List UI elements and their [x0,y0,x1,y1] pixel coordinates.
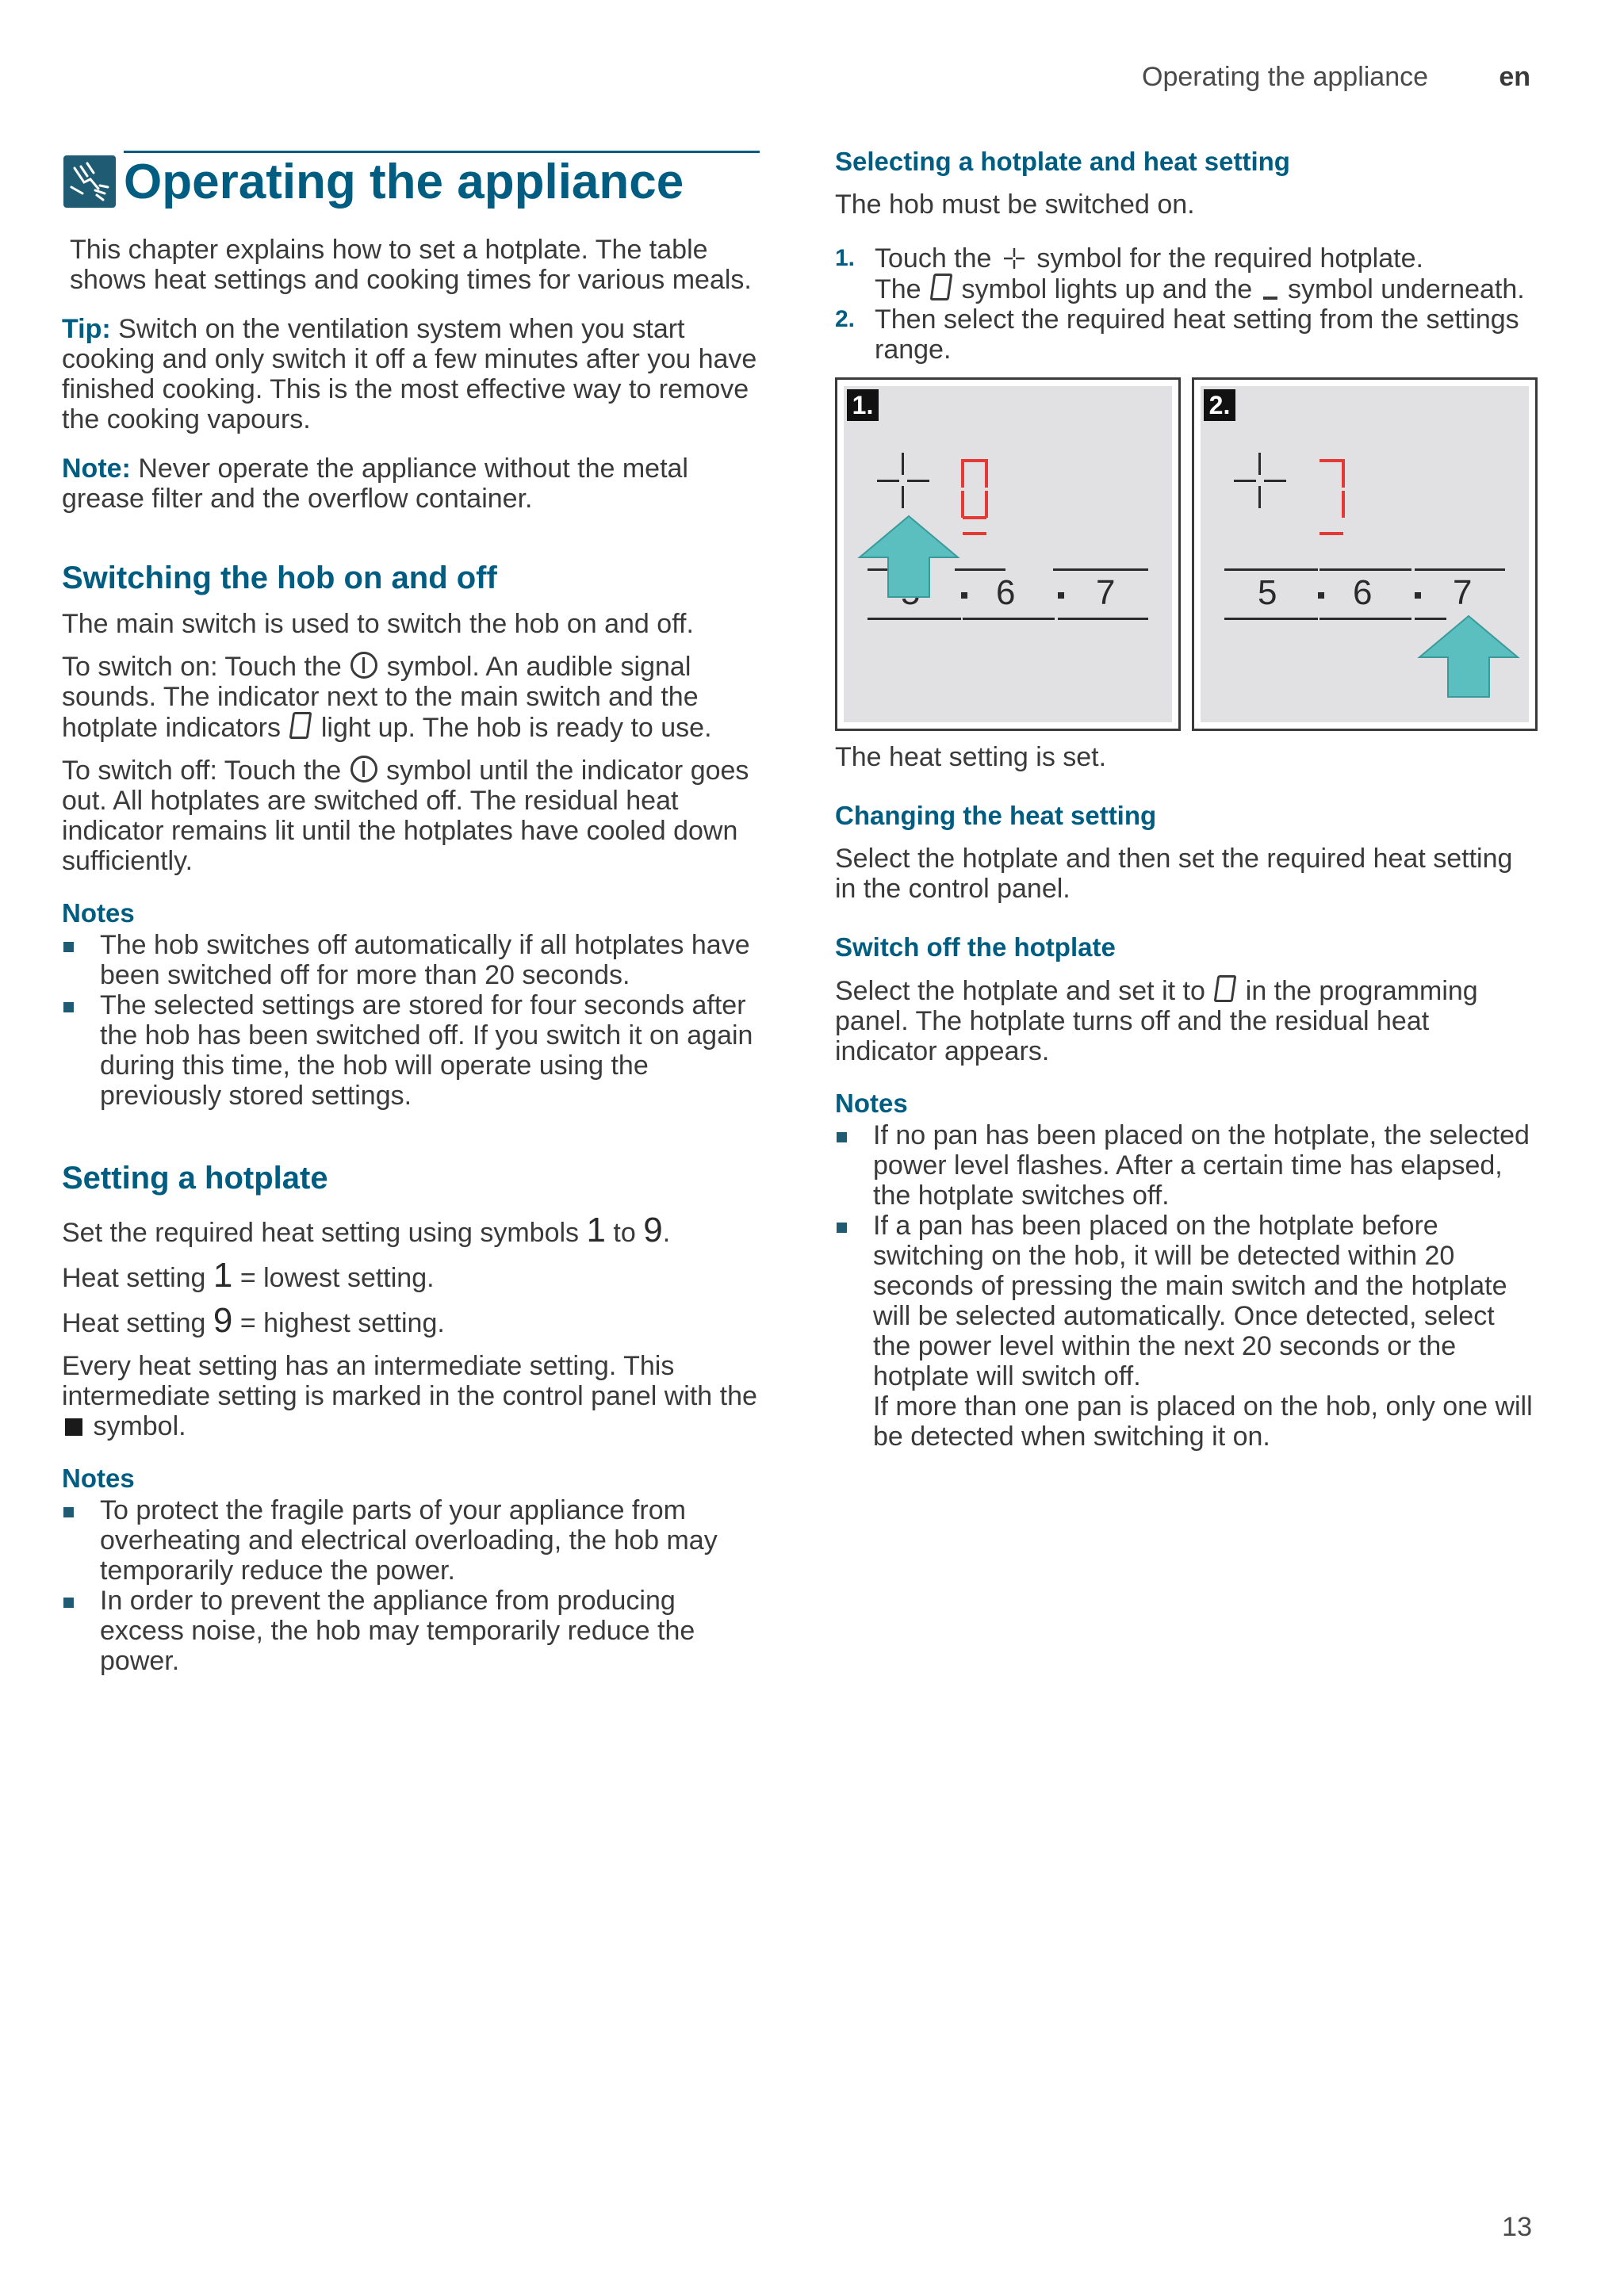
scale-line [868,618,961,620]
list-item [835,1211,1533,1452]
chapter-title-block [62,151,760,214]
underline-bar-icon [1263,297,1277,300]
tip-paragraph [62,314,760,434]
red-digit-segment [961,459,964,488]
hotplate-indicator-icon [289,712,312,739]
red-digit-segment [985,491,988,518]
cross-icon-bottom-arm [902,486,904,508]
lowest-text-a: Heat setting [62,1263,213,1293]
scale-number: 6 [1353,573,1373,612]
running-header [1142,62,1530,93]
scale-line [1320,618,1411,620]
switching-off-text [62,756,760,876]
control-panel-figure-2 [1192,377,1538,731]
step1-text-c: The [875,274,929,304]
scale-line [1224,618,1318,620]
intermediate-square-icon [65,1418,82,1436]
note-label: Note: [62,453,131,484]
digit-nine: 9 [213,1301,233,1340]
figure-step-badge: 1. [847,389,879,421]
highest-text-a: Heat setting [62,1308,213,1338]
list-item: The selected settings are stored for four seconds after the hob has been switched off. If you switch it on again during this time, the hob will operate using the previously stored settings. [62,990,760,1111]
cross-icon-left-arm [1234,480,1256,482]
changing-heading: Changing the heat setting [835,801,1157,830]
digit-nine: 9 [643,1211,663,1249]
cross-icon-top-arm [1258,453,1261,475]
switching-notes-list [62,930,760,1111]
left-column [62,151,760,1676]
switch-off-heading: Switch off the hotplate [835,932,1116,962]
switch-off-notes-heading: Notes [835,1089,908,1118]
switching-notes-heading: Notes [62,898,135,928]
scale-number: 6 [996,573,1016,612]
panel-surface [1201,386,1529,722]
note-text: Never operate the appliance without the metal grease filter and the overflow container. [62,453,688,514]
intermediate-text-a: Every heat setting has an intermediate setting. This intermediate setting is marked in the control panel with the [62,1351,757,1411]
red-digit-segment [1342,491,1345,518]
switching-on-text [62,652,760,743]
header-section-title: Operating the appliance [1142,62,1429,92]
scale-line [1320,568,1411,571]
hotplate-cross-icon [1002,247,1026,270]
scale-number: 7 [1096,573,1116,612]
switch-on-text-a: To switch on: Touch the [62,652,350,682]
step2-text: Then select the required heat setting from the settings range. [875,304,1519,365]
red-digit-segment [1342,459,1345,488]
scale-number: 7 [1453,573,1473,612]
switch-on-text-b: symbol. An audible signal sounds. The indicator next to the main switch and the hotplate indicators [62,652,699,743]
panel-surface [844,386,1172,722]
note2-text-a: If a pan has been placed on the hotplate before switching on the hob, it will be detected within 20 seconds of pressing the main switch and the hotplate will be selected automatically. Once detected, select the power level within the next 20 seconds or the hotplate will switch off. [873,1211,1507,1391]
setting-range-text [62,1211,760,1249]
red-digit-segment [963,459,986,462]
note2-text-b: If more than one pan is placed on the hob, only one will be detected when switching it on. [873,1391,1533,1452]
selecting-precondition: The hob must be switched on. [835,189,1195,220]
hotplate-indicator-icon [1214,975,1237,1002]
chapter-title: Operating the appliance [124,155,684,209]
scale-dot [961,592,967,599]
digit-one: 1 [213,1256,233,1295]
touch-arrow-icon [856,513,961,600]
list-item: To protect the fragile parts of your appliance from overheating and electrical overloading, the hob may temporarily reduce the power. [62,1495,760,1586]
intermediate-text-b: symbol. [86,1411,186,1441]
scale-number: 5 [1258,573,1277,612]
cross-icon-top-arm [902,453,904,475]
scale-line [955,568,1005,571]
hotplate-indicator-icon [930,274,953,300]
list-item: The hob switches off automatically if all hotplates have been switched off for more than 20 seconds. [62,930,760,990]
lowest-text-b: = lowest setting. [232,1263,435,1293]
switch-on-text-c: light up. The hob is ready to use. [313,713,712,743]
scale-line [1415,568,1505,571]
step-item [835,304,1533,365]
list-item: If no pan has been placed on the hotplate, the selected power level flashes. After a certain time has elapsed, the hotplate switches off. [835,1120,1533,1211]
setting-notes-heading: Notes [62,1464,135,1493]
switch-off-text [835,975,1533,1066]
setting-range-text-a: Set the required heat setting using symbols [62,1218,587,1248]
step1-text-b: symbol for the required hotplate. [1028,243,1423,274]
hob-operation-icon [63,155,116,208]
note-paragraph [62,453,760,514]
step1-text-a: Touch the [875,243,999,274]
power-icon [350,756,377,783]
step-number: 2. [835,306,856,332]
power-icon [350,652,377,679]
red-digit-segment [985,459,988,488]
setting-heading: Setting a hotplate [62,1161,328,1196]
page-number: 13 [1502,2212,1532,2242]
touch-arrow-icon [1416,613,1521,700]
switch-off-text-a: Select the hotplate and set it to [835,976,1213,1006]
step-number: 1. [835,245,856,271]
switching-main-switch-text: The main switch is used to switch the hob on and off. [62,609,694,639]
scale-dot [1058,592,1064,599]
switch-off-text-b: in the programming panel. The hotplate turns off and the residual heat indicator appears. [835,976,1478,1066]
switch-off-notes-list [835,1120,1533,1452]
setting-range-text-c: . [662,1218,671,1248]
digit-one: 1 [586,1211,606,1249]
selecting-heading: Selecting a hotplate and heat setting [835,147,1290,176]
red-digit-segment [961,491,964,518]
red-digit-underline [1320,532,1343,535]
step-item [835,243,1533,304]
red-digit-segment [1320,459,1343,462]
highest-setting-text [62,1301,760,1340]
switch-off-text-b: symbol until the indicator goes out. All hotplates are switched off. The residual heat indicator remains lit until the hotplates have cooled down sufficiently. [62,756,749,876]
step1-text-d: symbol lights up and the [954,274,1260,304]
cross-icon-left-arm [877,480,899,482]
highest-text-b: = highest setting. [232,1308,445,1338]
step1-text-e: symbol underneath. [1280,274,1525,304]
setting-notes-list [62,1495,760,1676]
scale-line [1058,618,1148,620]
setting-range-text-b: to [605,1218,644,1248]
right-column [835,147,1533,1452]
control-panel-figure-1 [835,377,1181,731]
scale-dot [1415,592,1421,599]
scale-dot [1318,592,1324,599]
red-digit-underline [963,532,986,535]
tip-text: Switch on the ventilation system when you start cooking and only switch it off a few minutes after you have finished cooking. This is the most effective way to remove the cooking vapours. [62,314,757,434]
cross-icon-right-arm [907,480,929,482]
figure-caption: The heat setting is set. [835,742,1107,772]
scale-line [963,618,1055,620]
intermediate-setting-text [62,1351,760,1441]
cross-icon-right-arm [1264,480,1286,482]
list-item: In order to prevent the appliance from producing excess noise, the hob may temporarily reduce the power. [62,1586,760,1676]
scale-line [1053,568,1148,571]
chapter-intro: This chapter explains how to set a hotplate. The table shows heat settings and cooking times for various meals. [70,235,752,295]
scale-line [1224,568,1318,571]
switching-heading: Switching the hob on and off [62,561,497,595]
cross-icon-bottom-arm [1258,486,1261,508]
selecting-steps [835,243,1533,365]
red-digit-segment [963,516,986,519]
lowest-setting-text [62,1256,760,1295]
tip-label: Tip: [62,314,111,344]
control-panel-figures [835,377,1533,733]
switch-off-text-a: To switch off: Touch the [62,756,349,786]
figure-step-badge: 2. [1204,389,1235,421]
header-language: en [1499,62,1530,92]
changing-text: Select the hotplate and then set the required heat setting in the control panel. [835,844,1513,904]
